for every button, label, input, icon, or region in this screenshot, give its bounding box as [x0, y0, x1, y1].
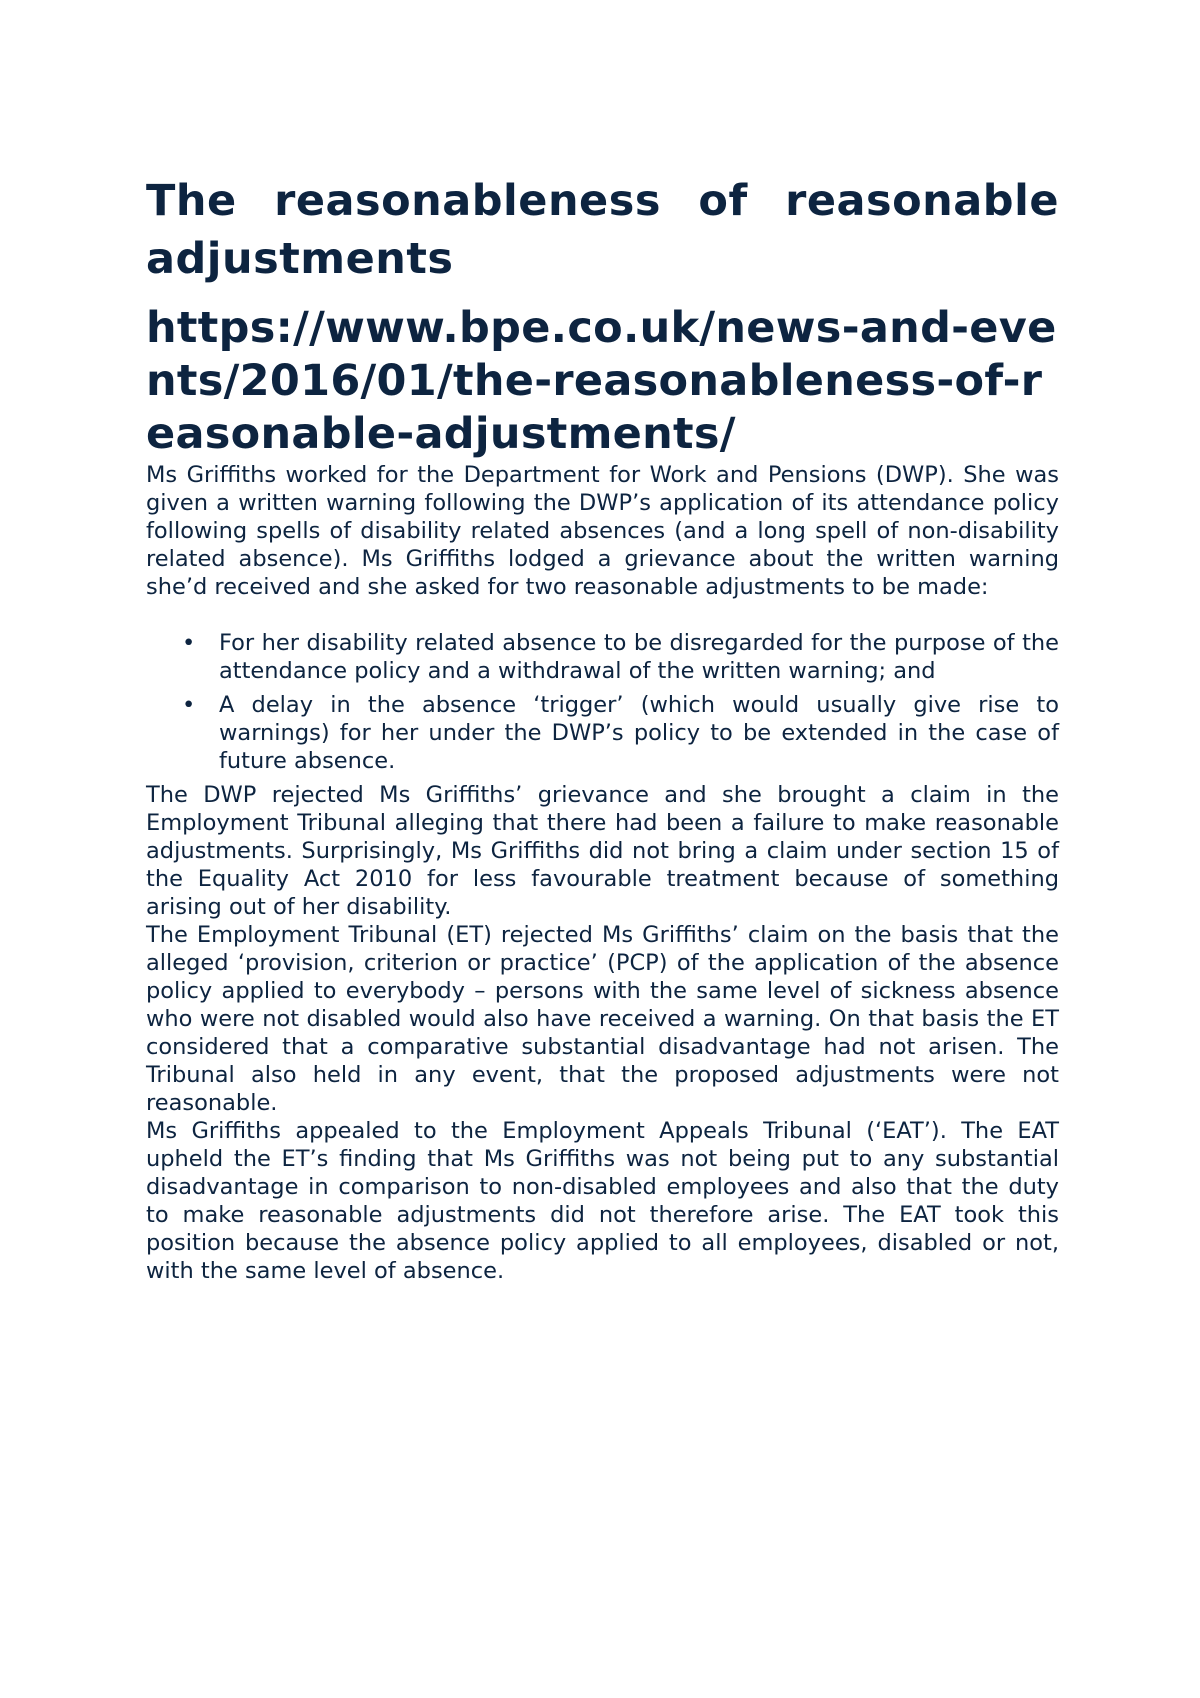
- paragraph-appeal: Ms Griffiths appealed to the Employment Appeals Tribunal (‘EAT’). The EAT upheld the ET’s finding that Ms Griffiths was not being put to any substantial disadvantage in comparison to non-disabled employees and also that the duty to make reasonable adjustments did not therefore arise. The EAT took this position because the absence policy applied to all employees, disabled or not, with the same level of absence.: [146, 1118, 1059, 1284]
- adjustments-list: [146, 629, 1059, 775]
- list-item: [146, 691, 1059, 775]
- list-item: [146, 629, 1059, 685]
- paragraph-grievance: The DWP rejected Ms Griffiths’ grievance and she brought a claim in the Employment Tribunal alleging that there had been a failure to make reasonable adjustments. Surprisingly, Ms Griffiths did not bring a claim under section 15 of the Equality Act 2010 for less favourable treatment because of something arising out of her disability.: [146, 782, 1059, 920]
- bullet-icon: •: [182, 630, 196, 656]
- list-item-text: A delay in the absence ‘trigger’ (which would usually give rise to warnings) for her under the DWP’s policy to be extended in the case of future absence.: [219, 692, 1059, 774]
- list-item-text: For her disability related absence to be disregarded for the purpose of the attendance policy and a withdrawal of the written warning; and: [219, 630, 1059, 684]
- document-title: The reasonableness of reasonable adjustments: [146, 176, 1059, 284]
- paragraph-tribunal: The Employment Tribunal (ET) rejected Ms Griffiths’ claim on the basis that the alleged ‘provision, criterion or practice’ (PCP) of the application of the absence policy applied to everybody – persons with the same level of sickness absence who were not disabled would also have received a warning. On that basis the ET considered that a comparative substantial disadvantage had not arisen. The Tribunal also held in any event, that the proposed adjustments were not reasonable.: [146, 922, 1059, 1116]
- document-page: [146, 172, 1059, 1285]
- source-url: https://www.bpe.co.uk/news-and-events/2016/01/the-reasonableness-of-reasonable-adjustments/: [146, 303, 1057, 459]
- paragraph-intro: Ms Griffiths worked for the Department for Work and Pensions (DWP). She was given a written warning following the DWP’s application of its attendance policy following spells of disability related absences (and a long spell of non-disability related absence). Ms Griffiths lodged a grievance about the written warning she’d received and she asked for two reasonable adjustments to be made:: [146, 462, 1059, 600]
- bullet-icon: •: [182, 692, 196, 718]
